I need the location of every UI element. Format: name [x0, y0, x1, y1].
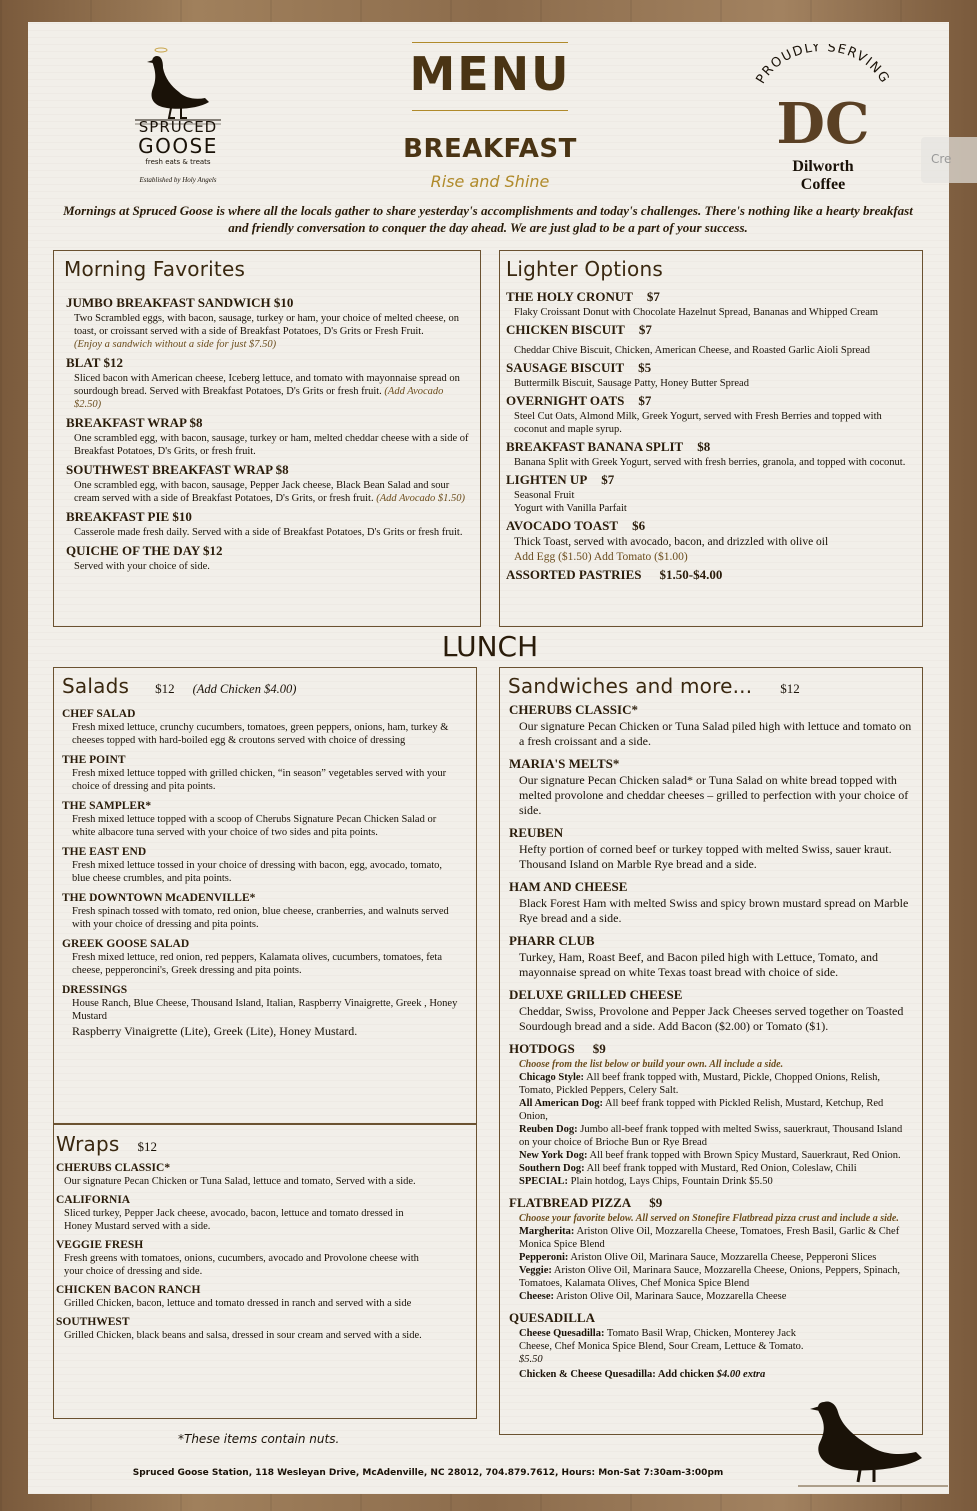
option-lead: Cheese: — [519, 1291, 554, 1302]
item-name: FLATBREAD PIZZA — [509, 1195, 632, 1210]
option-line — [519, 1162, 913, 1175]
item-header — [509, 1041, 913, 1057]
pastries-item — [506, 567, 914, 583]
option-price: $5.50 — [519, 1354, 543, 1365]
brand-tagline: fresh eats & treats — [145, 158, 211, 166]
item-price: $7 — [638, 322, 652, 337]
flatbread-section — [509, 1195, 913, 1303]
item-desc-text: Two Scrambled eggs, with bacon, sausage, turkey or ham, your choice of melted cheese, on toast, or croissant served with a side of Breakfast Potatoes, D's Grits or Fresh Fruit. — [74, 313, 460, 337]
menu-item — [506, 472, 914, 515]
item-header — [509, 1195, 913, 1211]
item-header — [506, 518, 914, 534]
quesadilla-section — [509, 1310, 913, 1381]
title-rule-top — [412, 42, 568, 43]
option-text: Jumbo all-beef frank topped with melted Swiss, sauerkraut, Thousand Island on your choice of Brioche Bun or Rye Bread — [519, 1124, 903, 1148]
breakfast-title: BREAKFAST — [403, 134, 577, 164]
goose-silhouette-icon — [798, 1372, 948, 1490]
item-description: Fresh spinach tossed with tomato, red onion, blue cheese, cranberries, and walnuts served with your choice of dressing and pita points. — [72, 906, 449, 930]
option-lead: All American Dog: — [519, 1098, 603, 1109]
lighter-options-box — [499, 250, 923, 627]
item-name: THE SAMPLER* — [62, 800, 152, 812]
item-desc-text: One scrambled egg, with bacon, sausage, turkey or ham, melted cheddar cheese with a side of Breakfast Potatoes, D's Grits, or fresh fruit. — [74, 433, 469, 457]
brand-block — [98, 118, 258, 184]
item-header — [506, 472, 914, 488]
option-line — [519, 1097, 913, 1123]
item-name: HAM AND CHEESE — [509, 879, 628, 894]
hotdogs-section — [509, 1041, 913, 1188]
item-name: QUESADILLA — [509, 1310, 595, 1325]
item-name: BREAKFAST PIE $10 — [66, 509, 192, 524]
item-description: Banana Split with Greek Yogurt, served with fresh berries, granola, and topped with coconut. — [514, 457, 906, 468]
item-description: House Ranch, Blue Cheese, Thousand Island, Italian, Raspberry Vinaigrette, Greek , Honey Mustard — [72, 998, 458, 1022]
item-name: THE DOWNTOWN McADENVILLE* — [62, 892, 256, 904]
item-name: CHERUBS CLASSIC* — [56, 1162, 171, 1174]
item-desc-text: Served with your choice of side. — [74, 561, 210, 572]
option-text: Ariston Olive Oil, Mozzarella Cheese, Tomatoes, Fresh Basil, Garlic & Chef Monica Spice Blend — [519, 1226, 900, 1250]
option-line — [519, 1123, 913, 1149]
partner-name-2: Coffee — [800, 176, 846, 193]
item-price: $9 — [649, 1195, 663, 1210]
sandwiches-price: $12 — [780, 681, 800, 696]
option-line — [519, 1264, 913, 1290]
item-description: Black Forest Ham with melted Swiss and spicy brown mustard spread on Marble Rye bread and a side. — [519, 896, 909, 925]
dressing-lite-options: Raspberry Vinaigrette (Lite), Greek (Lite), Honey Mustard. — [72, 1024, 358, 1038]
item-note: Choose from the list below or build your own. All include a side. — [519, 1059, 784, 1070]
item-note: (Add Avocado $2.50) — [74, 386, 444, 410]
menu-item — [66, 509, 471, 539]
item-name: VEGGIE FRESH — [56, 1239, 144, 1251]
item-name: BREAKFAST WRAP $8 — [66, 415, 203, 430]
option-text: All beef frank topped with Pickled Relish, Mustard, Ketchup, Red Onion, — [519, 1098, 884, 1122]
menu-item — [66, 415, 471, 458]
menu-item — [66, 543, 471, 573]
brand-established: Established by Holy Angels — [139, 176, 217, 184]
item-description: Hefty portion of corned beef or turkey topped with melted Swiss, sauer kraut. Thousand Island on Marble Rye bread and a side. — [519, 842, 892, 871]
menu-item — [509, 702, 913, 749]
item-name: DRESSINGS — [62, 984, 128, 996]
item-description: Flaky Croissant Donut with Chocolate Hazelnut Spread, Bananas and Whipped Cream — [514, 307, 879, 318]
item-header — [506, 439, 914, 455]
lunch-title: LUNCH — [441, 630, 539, 663]
item-name: REUBEN — [509, 825, 564, 840]
item-description: Grilled Chicken, bacon, lettuce and tomato dressed in ranch and served with a side — [64, 1298, 412, 1309]
partner-name-1: Dilworth — [792, 158, 854, 175]
option-lead: Chicago Style: — [519, 1072, 585, 1083]
item-name: CHEF SALAD — [62, 708, 136, 720]
item-description: Thick Toast, served with avocado, bacon, and drizzled with olive oil — [514, 536, 829, 548]
item-description: Fresh mixed lettuce tossed in your choice of dressing with bacon, egg, avocado, tomato, blue cheese crumbles, and pita points. — [72, 860, 443, 884]
item-desc-text: Sliced bacon with American cheese, Iceberg lettuce, and tomato with mayonnaise spread on sourdough bread. Served with Breakfast Potatoes, D's Grits or fresh fruit. — [74, 373, 460, 397]
item-name: BLAT $12 — [66, 355, 123, 370]
item-description — [74, 312, 471, 351]
item-name: CHICKEN BACON RANCH — [56, 1284, 201, 1296]
item-description: Sliced turkey, Pepper Jack cheese, avocado, bacon, lettuce and tomato dressed in Honey Mustard served with a side. — [64, 1208, 404, 1232]
option-price: $4.00 extra — [716, 1369, 766, 1380]
sandwiches-box — [499, 667, 923, 1435]
item-description — [74, 432, 471, 458]
menu-item — [56, 1239, 466, 1278]
menu-item — [62, 708, 462, 747]
option-text: Ariston Olive Oil, Marinara Sauce, Mozzarella Cheese, Onions, Peppers, Spinach, Tomatoes, Kalamata Olives, Chef Monica Spice Blend — [519, 1265, 901, 1289]
salads-price: $12 — [155, 681, 175, 696]
menu-item — [66, 295, 471, 351]
side-tab[interactable] — [921, 137, 977, 183]
item-description — [74, 479, 471, 505]
option-line — [519, 1175, 913, 1188]
option-lead: Pepperoni: — [519, 1252, 569, 1263]
item-description — [74, 372, 471, 411]
goose-decoration — [798, 1372, 948, 1490]
menu-item — [506, 439, 914, 469]
item-header — [506, 393, 914, 409]
item-description: Steel Cut Oats, Almond Milk, Greek Yogurt, served with Fresh Berries and topped with coconut and maple syrup. — [514, 411, 882, 435]
menu-item — [62, 938, 462, 977]
item-name: OVERNIGHT OATS — [506, 393, 625, 408]
menu-item — [509, 987, 913, 1034]
item-name: SOUTHWEST — [56, 1316, 130, 1328]
item-desc-text: Casserole made fresh daily. Served with a side of Breakfast Potatoes, D's Grits or fresh fruit. — [74, 527, 463, 538]
item-name: SAUSAGE BISCUIT — [506, 360, 625, 375]
partner-monogram: DC — [776, 91, 870, 157]
option-text: All beef frank topped with Brown Spicy Mustard, Sauerkraut, Red Onion. — [587, 1150, 901, 1161]
option-line — [519, 1225, 913, 1251]
item-description — [74, 526, 471, 539]
salads-title: Salads — [62, 674, 130, 698]
menu-item — [509, 825, 913, 872]
item-price: $1.50-$4.00 — [659, 567, 723, 582]
item-description: Cheddar, Swiss, Provolone and Pepper Jack Cheeses served together on Toasted Sourdough bread and a side. Add Bacon ($2.00) or Tomato ($1). — [519, 1004, 904, 1033]
option-text: Plain hotdog, Lays Chips, Fountain Drink $5.50 — [568, 1176, 773, 1187]
item-name: CALIFORNIA — [56, 1194, 131, 1206]
option-lead: Veggie: — [519, 1265, 552, 1276]
item-description: Buttermilk Biscuit, Sausage Patty, Honey Butter Spread — [514, 378, 749, 389]
menu-item — [62, 754, 462, 793]
menu-item — [506, 393, 914, 436]
item-description: Our signature Pecan Chicken salad* or Tuna Salad on white bread topped with melted provolone and cheddar cheeses – grilled to perfection with your choice of side. — [519, 773, 909, 817]
item-name: THE HOLY CRONUT — [506, 289, 633, 304]
item-description: Fresh mixed lettuce, red onion, red peppers, Kalamata olives, cucumbers, tomatoes, feta cheese, pepperoncini's, Greek dressing and pita points. — [72, 952, 443, 976]
item-name: JUMBO BREAKFAST SANDWICH $10 — [66, 295, 294, 310]
option-line — [519, 1251, 913, 1264]
option-lead: Southern Dog: — [519, 1163, 585, 1174]
item-name: GREEK GOOSE SALAD — [62, 938, 190, 950]
menu-item — [62, 892, 462, 931]
item-description: Our signature Pecan Chicken or Tuna Salad, lettuce and tomato, Served with a side. — [64, 1176, 416, 1187]
menu-item — [509, 879, 913, 926]
option-lead: Margherita: — [519, 1226, 575, 1237]
item-header — [506, 322, 914, 338]
item-name: THE POINT — [62, 754, 126, 766]
option-lead: New York Dog: — [519, 1150, 588, 1161]
option-lead: Reuben Dog: — [519, 1124, 578, 1135]
item-name: QUICHE OF THE DAY $12 — [66, 543, 223, 558]
side-tab-label: Cre — [931, 152, 952, 166]
item-name: CHICKEN BISCUIT — [506, 322, 625, 337]
item-price: $5 — [638, 360, 652, 375]
menu-page — [28, 22, 952, 1494]
partner-arc-text: PROUDLY SERVING — [753, 44, 893, 87]
morning-favorites-title: Morning Favorites — [64, 257, 246, 281]
option-text: Tomato Basil Wrap, Chicken, Monterey Jack Cheese, Chef Monica Spice Blend, Sour Cream, Lettuce & Tomato. — [519, 1328, 804, 1352]
menu-item — [66, 462, 471, 505]
item-note: Choose your favorite below. All served on Stonefire Flatbread pizza crust and include a side. — [519, 1213, 899, 1224]
item-description: Seasonal Fruit Yogurt with Vanilla Parfait — [514, 490, 627, 514]
item-header — [506, 360, 914, 376]
item-name: THE EAST END — [62, 846, 147, 858]
item-name: DELUXE GRILLED CHEESE — [509, 987, 683, 1002]
item-add-ons: Add Egg ($1.50) Add Tomato ($1.00) — [514, 551, 688, 563]
item-description: Our signature Pecan Chicken or Tuna Salad piled high with lettuce and tomato on a fresh croissant and a side. — [519, 719, 912, 748]
wraps-title: Wraps — [56, 1132, 120, 1156]
item-name: AVOCADO TOAST — [506, 518, 619, 533]
option-line — [519, 1071, 913, 1097]
option-line — [519, 1149, 913, 1162]
salads-box — [53, 667, 477, 1125]
brand-name-1: SPRUCED — [138, 118, 218, 136]
item-description: Fresh mixed lettuce topped with grilled chicken, “in season” vegetables served with your choice of dressing and pita points. — [72, 768, 447, 792]
menu-item — [56, 1162, 466, 1188]
item-description: Fresh mixed lettuce topped with a scoop of Cherubs Signature Pecan Chicken Salad or white albacore tuna served with your choice of two sides and pita points. — [72, 814, 437, 838]
menu-item — [509, 756, 913, 818]
item-price: $7 — [646, 289, 660, 304]
item-price: $7 — [601, 472, 615, 487]
item-note: (Enjoy a sandwich without a side for just $7.50) — [74, 339, 277, 350]
option-text: Add chicken — [655, 1369, 717, 1380]
item-description — [74, 560, 471, 573]
option-lead: Cheese Quesadilla: — [519, 1328, 605, 1339]
breakfast-intro: Mornings at Spruced Goose is where all the locals gather to share yesterday's accomplishments and today's challenges. There's nothing like a hearty breakfast and friendly conversation to conquer the day ahead. We are just glad to be a part of your success. — [63, 203, 913, 235]
footer-address: Spruced Goose Station, 118 Wesleyan Drive, McAdenville, NC 28012, 704.879.7612, Hours: Mon-Sat 7:30am-3:00pm — [132, 1468, 724, 1478]
menu-item — [56, 1316, 466, 1342]
item-header — [506, 289, 914, 305]
item-note: (Add Avocado $1.50) — [376, 493, 465, 504]
menu-item — [62, 984, 462, 1023]
item-description: Fresh greens with tomatoes, onions, cucumbers, avocado and Provolone cheese with your choice of dressing and side. — [64, 1253, 419, 1277]
breakfast-subtitle: Rise and Shine — [430, 172, 550, 191]
item-description: Grilled Chicken, black beans and salsa, dressed in sour cream and served with a side. — [64, 1330, 422, 1341]
option-text: Ariston Olive Oil, Marinara Sauce, Mozzarella Cheese, Pepperoni Slices — [568, 1252, 877, 1263]
menu-item — [56, 1194, 466, 1233]
item-description: Fresh mixed lettuce, crunchy cucumbers, tomatoes, green peppers, onions, ham, turkey & cheeses topped with hard-boiled egg & croutons served with choice of dressing — [72, 722, 449, 746]
nuts-note: *These items contain nuts. — [178, 1432, 340, 1446]
item-price: $9 — [592, 1041, 606, 1056]
brand-name-2: GOOSE — [138, 134, 218, 158]
menu-item — [62, 846, 462, 885]
menu-item — [56, 1284, 466, 1310]
option-lead: SPECIAL: — [519, 1176, 569, 1187]
item-name: BREAKFAST BANANA SPLIT — [506, 439, 684, 454]
option-text: Ariston Olive Oil, Marinara Sauce, Mozzarella Cheese — [554, 1291, 787, 1302]
salads-note: (Add Chicken $4.00) — [192, 682, 297, 696]
item-name: CHERUBS CLASSIC* — [509, 702, 638, 717]
menu-title: MENU — [409, 47, 571, 101]
item-name: LIGHTEN UP — [506, 472, 588, 487]
item-price: $6 — [632, 518, 646, 533]
menu-item — [506, 289, 914, 319]
item-description: Cheddar Chive Biscuit, Chicken, American Cheese, and Roasted Garlic Aioli Spread — [514, 345, 871, 356]
menu-item — [506, 518, 914, 565]
menu-item — [66, 355, 471, 411]
menu-item — [62, 800, 462, 839]
wraps-price: $12 — [137, 1139, 157, 1154]
option-text: All beef frank topped with, Mustard, Pickle, Chopped Onions, Relish, Tomato, Pickled Peppers, Celery Salt. — [519, 1072, 881, 1096]
lighter-options-title: Lighter Options — [506, 257, 663, 281]
option-lead: Chicken & Cheese Quesadilla: — [519, 1369, 656, 1380]
svg-text:PROUDLY SERVING — [754, 44, 893, 87]
menu-item — [509, 933, 913, 980]
item-description: Turkey, Ham, Roast Beef, and Bacon piled high with Lettuce, Tomato, and mayonnaise spread on white Texas toast bread with choice of side. — [519, 950, 878, 979]
item-price: $7 — [638, 393, 652, 408]
item-name: HOTDOGS — [509, 1041, 575, 1056]
item-name: SOUTHWEST BREAKFAST WRAP $8 — [66, 462, 289, 477]
dilworth-logo — [748, 44, 898, 194]
option-text: All beef frank topped with Mustard, Red Onion, Coleslaw, Chili — [584, 1163, 857, 1174]
item-name: MARIA'S MELTS* — [509, 756, 620, 771]
morning-favorites-box — [53, 250, 481, 627]
sandwiches-title: Sandwiches and more... — [508, 674, 753, 698]
option-line — [519, 1327, 819, 1366]
title-rule-bottom — [412, 110, 568, 111]
menu-item — [506, 322, 914, 357]
wraps-box — [53, 1123, 477, 1419]
item-desc-text: One scrambled egg, with bacon, sausage, Pepper Jack cheese, Black Bean Salad and sour cream served with a side of Breakfast Potatoes, D's Grits, or fresh fruit. — [74, 480, 450, 504]
item-name: PHARR CLUB — [509, 933, 595, 948]
item-name: ASSORTED PASTRIES — [506, 567, 642, 582]
menu-item — [506, 360, 914, 390]
option-line — [519, 1290, 913, 1303]
item-price: $8 — [697, 439, 711, 454]
